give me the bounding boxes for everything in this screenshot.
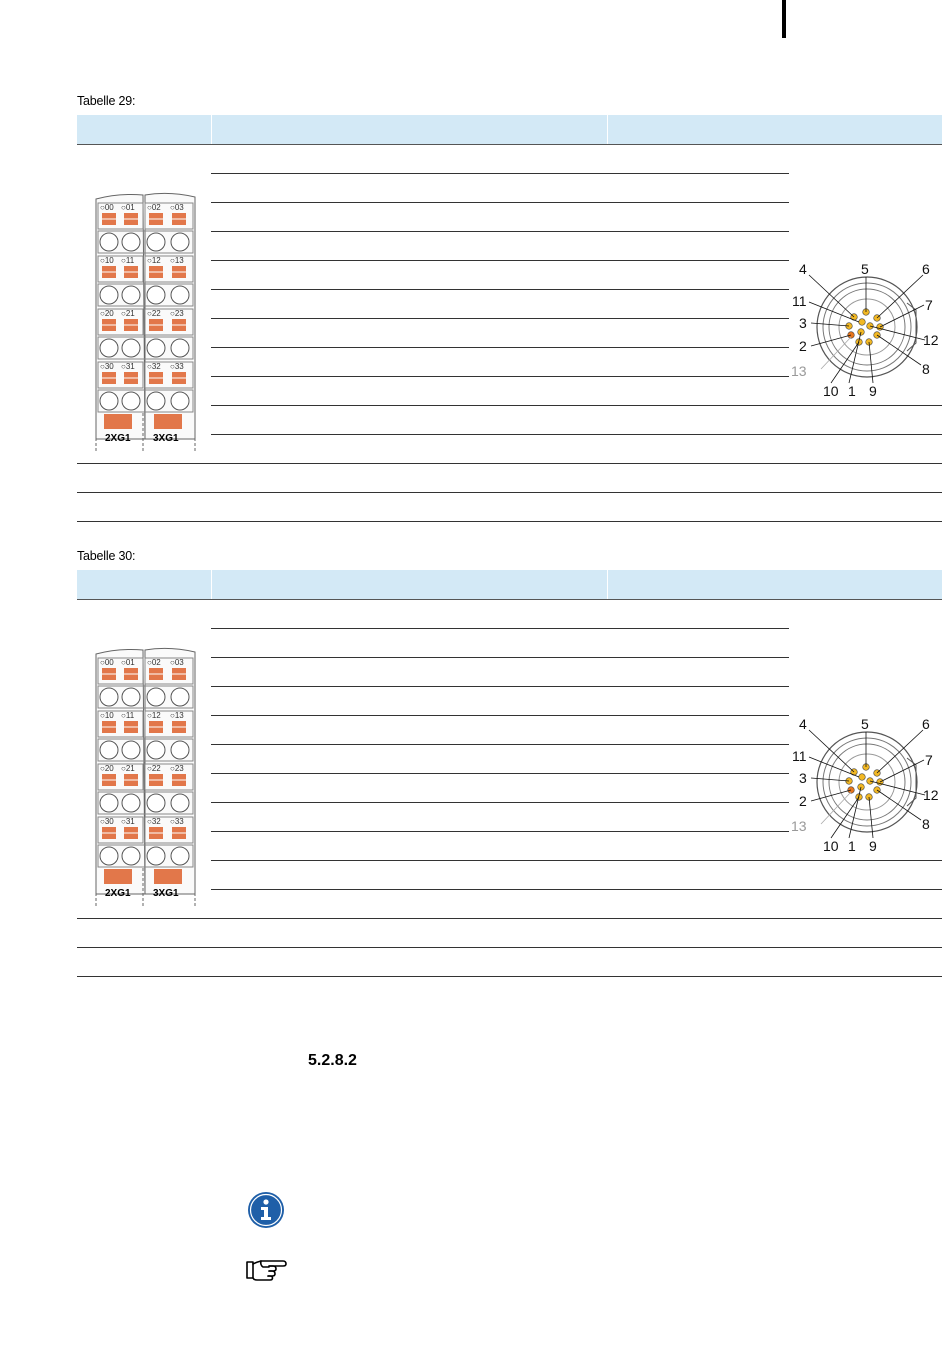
table-row-line — [211, 744, 789, 745]
table-row-line — [211, 318, 789, 319]
table-row-line — [211, 889, 942, 890]
svg-text:11: 11 — [792, 748, 807, 764]
svg-text:1: 1 — [848, 383, 856, 399]
svg-text:8: 8 — [922, 816, 930, 832]
page-marker-bar — [782, 0, 786, 38]
svg-text:○33: ○33 — [170, 817, 184, 826]
svg-text:○20: ○20 — [100, 309, 114, 318]
svg-text:10: 10 — [823, 838, 839, 854]
table-row-line — [211, 802, 789, 803]
svg-text:○03: ○03 — [170, 658, 184, 667]
m16-connector-pinout-diagram — [789, 710, 942, 855]
svg-text:10: 10 — [823, 383, 839, 399]
svg-text:6: 6 — [922, 716, 930, 732]
table-row-line — [211, 173, 789, 174]
svg-text:3XG1: 3XG1 — [153, 888, 179, 899]
svg-text:○12: ○12 — [147, 256, 161, 265]
table-row-line — [211, 231, 789, 232]
svg-text:2: 2 — [799, 338, 807, 354]
table-caption: Tabelle 30: — [77, 549, 136, 563]
svg-text:○22: ○22 — [147, 764, 161, 773]
svg-text:○03: ○03 — [170, 203, 184, 212]
svg-text:4: 4 — [799, 716, 807, 732]
table-header — [77, 115, 942, 145]
svg-text:13: 13 — [791, 818, 807, 834]
table-row-line — [77, 947, 942, 948]
svg-text:○10: ○10 — [100, 711, 114, 720]
table-row-line — [211, 657, 789, 658]
svg-text:○32: ○32 — [147, 362, 161, 371]
svg-text:8: 8 — [922, 361, 930, 377]
table-row-line — [77, 976, 942, 977]
info-icon — [247, 1191, 285, 1229]
pinout-table-30 — [77, 570, 942, 977]
svg-text:○10: ○10 — [100, 256, 114, 265]
svg-text:○20: ○20 — [100, 764, 114, 773]
svg-text:12: 12 — [923, 787, 939, 803]
svg-text:9: 9 — [869, 838, 877, 854]
table-row-line — [211, 715, 789, 716]
svg-text:○00: ○00 — [100, 203, 114, 212]
svg-text:○13: ○13 — [170, 256, 184, 265]
svg-text:○31: ○31 — [121, 817, 135, 826]
svg-text:○23: ○23 — [170, 764, 184, 773]
svg-text:○01: ○01 — [121, 203, 135, 212]
terminal-block-diagram — [93, 644, 199, 914]
svg-text:○02: ○02 — [147, 658, 161, 667]
svg-text:○33: ○33 — [170, 362, 184, 371]
table-row-line — [77, 463, 942, 464]
table-row-line — [211, 202, 789, 203]
table-row-line — [211, 289, 789, 290]
table-row-line — [77, 521, 942, 522]
table-caption: Tabelle 29: — [77, 94, 136, 108]
pinout-table-29 — [77, 115, 942, 522]
svg-text:3: 3 — [799, 315, 807, 331]
table-row-line — [211, 405, 942, 406]
svg-text:2XG1: 2XG1 — [105, 433, 131, 444]
svg-text:○30: ○30 — [100, 362, 114, 371]
svg-text:○12: ○12 — [147, 711, 161, 720]
svg-text:○31: ○31 — [121, 362, 135, 371]
svg-text:3: 3 — [799, 770, 807, 786]
svg-text:○21: ○21 — [121, 764, 135, 773]
table-row-line — [77, 918, 942, 919]
svg-text:1: 1 — [848, 838, 856, 854]
svg-text:○30: ○30 — [100, 817, 114, 826]
svg-text:4: 4 — [799, 261, 807, 277]
svg-text:9: 9 — [869, 383, 877, 399]
table-header — [77, 570, 942, 600]
table-row-line — [211, 860, 942, 861]
svg-text:11: 11 — [792, 293, 807, 309]
svg-text:2XG1: 2XG1 — [105, 888, 131, 899]
svg-text:5: 5 — [861, 261, 869, 277]
svg-text:2: 2 — [799, 793, 807, 809]
table-row-line — [211, 434, 942, 435]
pointing-hand-icon — [245, 1258, 287, 1282]
section-number: 5.2.8.2 — [308, 1052, 357, 1069]
table-row-line — [211, 686, 789, 687]
svg-text:7: 7 — [925, 752, 933, 768]
table-row-line — [211, 628, 789, 629]
svg-text:○01: ○01 — [121, 658, 135, 667]
svg-text:○32: ○32 — [147, 817, 161, 826]
svg-text:6: 6 — [922, 261, 930, 277]
svg-text:○02: ○02 — [147, 203, 161, 212]
terminal-block-diagram — [93, 189, 199, 459]
table-row-line — [211, 260, 789, 261]
svg-text:○00: ○00 — [100, 658, 114, 667]
svg-text:○21: ○21 — [121, 309, 135, 318]
table-row-line — [211, 831, 789, 832]
svg-text:○23: ○23 — [170, 309, 184, 318]
svg-text:13: 13 — [791, 363, 807, 379]
table-row-line — [211, 347, 789, 348]
svg-text:○11: ○11 — [121, 711, 135, 720]
table-row-line — [211, 773, 789, 774]
svg-text:○13: ○13 — [170, 711, 184, 720]
m16-connector-pinout-diagram — [789, 255, 942, 400]
svg-text:○22: ○22 — [147, 309, 161, 318]
svg-text:7: 7 — [925, 297, 933, 313]
svg-text:5: 5 — [861, 716, 869, 732]
table-row-line — [77, 492, 942, 493]
svg-text:○11: ○11 — [121, 256, 135, 265]
svg-text:12: 12 — [923, 332, 939, 348]
svg-text:3XG1: 3XG1 — [153, 433, 179, 444]
table-row-line — [211, 376, 789, 377]
